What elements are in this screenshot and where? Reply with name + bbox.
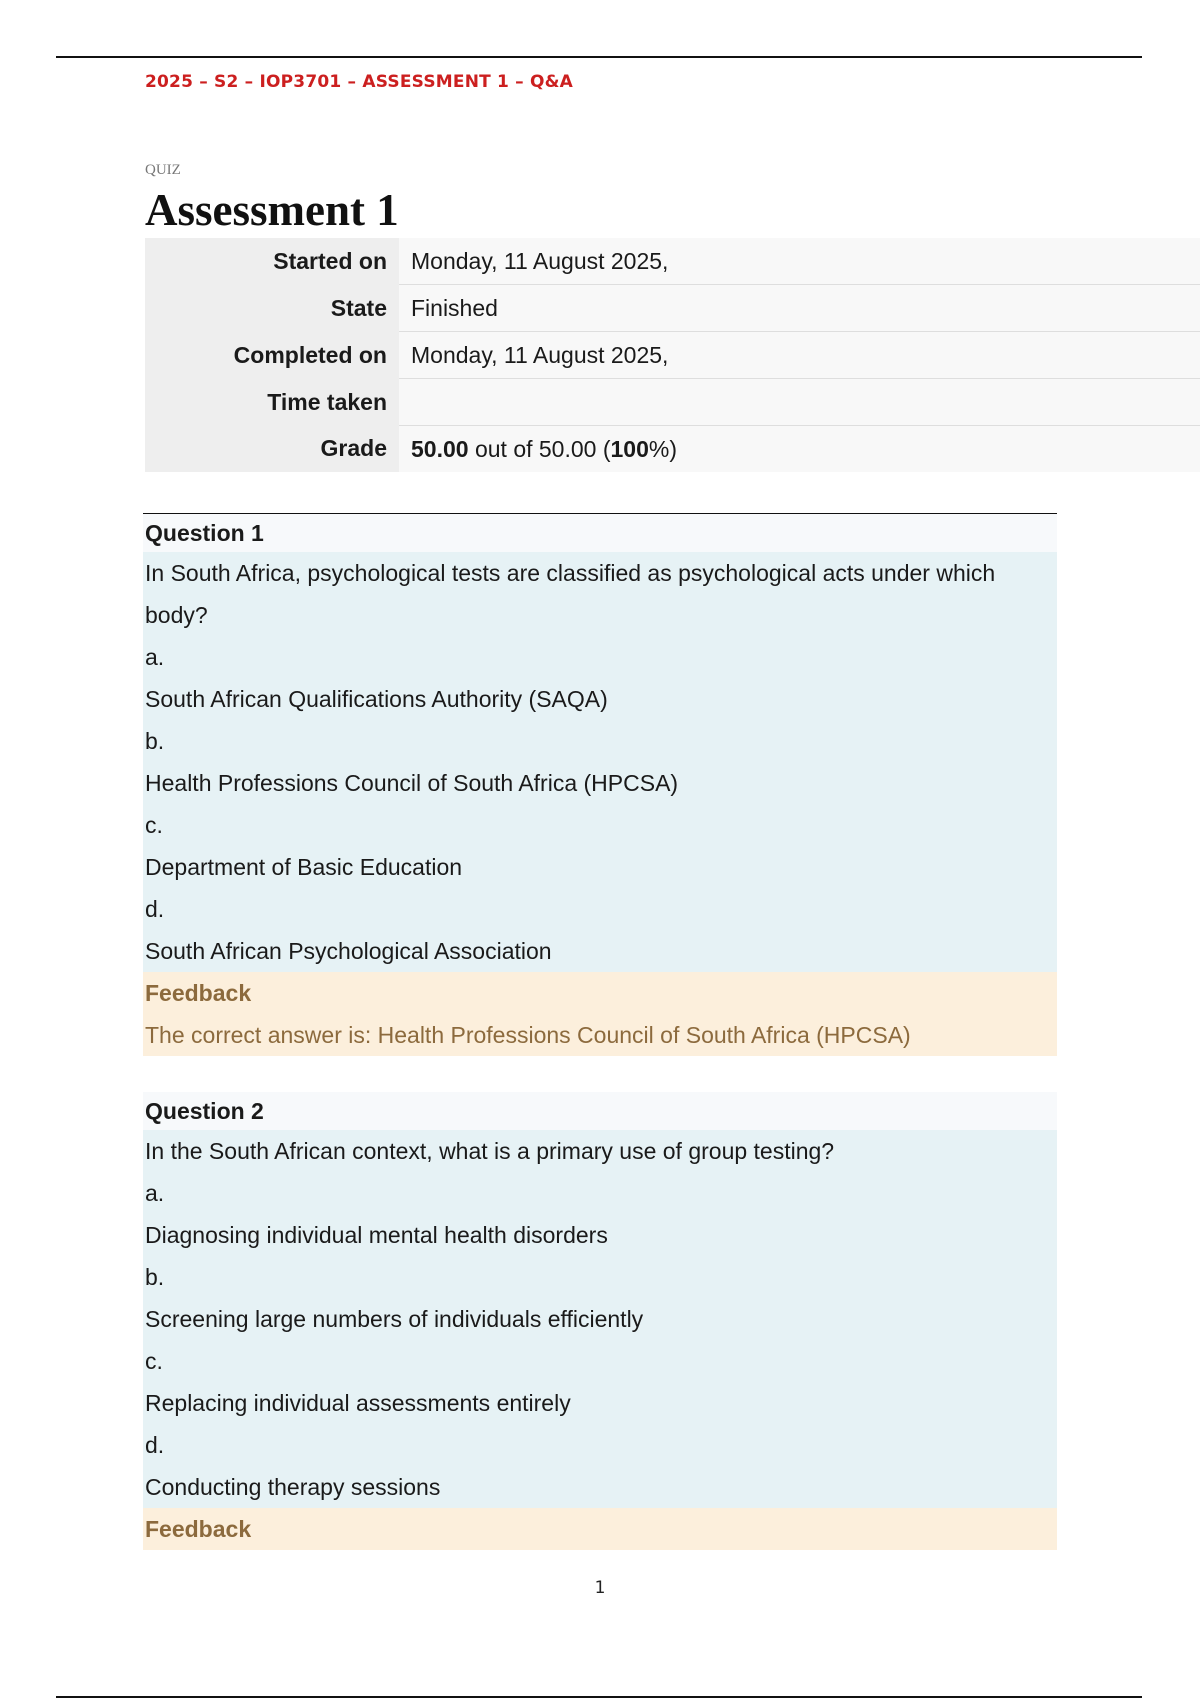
option-c-text: Department of Basic Education [145,854,463,880]
quiz-label: QUIZ [145,162,181,178]
feedback-panel [143,972,1057,1056]
grade-score: 50.00 [411,435,469,462]
question-heading: Question 1 [143,514,1057,552]
feedback-title: Feedback [145,980,252,1006]
option-b-letter: b. [145,728,165,754]
question-heading: Question 2 [143,1092,1057,1130]
question-text: In South Africa, psychological tests are classified as psychological acts under which body? [145,560,996,628]
option-d-text: South African Psychological Association [145,938,552,964]
time-taken-value [399,379,1200,426]
question-text: In the South African context, what is a primary use of group testing? [145,1138,835,1164]
option-d-text: Conducting therapy sessions [145,1474,441,1500]
grade-label: Grade [145,426,399,473]
time-taken-label: Time taken [145,379,399,426]
question-1 [143,514,1057,1056]
option-a-letter: a. [145,644,165,670]
attempt-summary-table [145,238,1200,472]
summary-row-started [145,238,1200,285]
question-body [143,1130,1057,1508]
grade-percent: 100 [610,435,649,462]
grade-percent-sign: %) [648,435,677,462]
feedback-panel [143,1508,1057,1550]
started-label: Started on [145,238,399,285]
started-value: Monday, 11 August 2025, [399,238,1200,285]
feedback-title: Feedback [145,1516,252,1542]
summary-row-grade [145,426,1200,473]
page-number: 1 [594,1578,606,1598]
option-a-text: Diagnosing individual mental health disorders [145,1222,608,1248]
grade-out-of: out of 50.00 ( [468,435,611,462]
summary-row-state [145,285,1200,332]
document-header: 2025 – S2 – IOP3701 – ASSESSMENT 1 – Q&A [145,72,574,92]
grade-value [399,426,1200,473]
option-a-letter: a. [145,1180,165,1206]
option-d-letter: d. [145,1432,165,1458]
option-d-letter: d. [145,896,165,922]
page-title: Assessment 1 [145,185,399,235]
completed-value: Monday, 11 August 2025, [399,332,1200,379]
option-b-text: Screening large numbers of individuals efficiently [145,1306,644,1332]
option-a-text: South African Qualifications Authority (SAQA) [145,686,608,712]
top-rule [56,56,1142,58]
feedback-text: The correct answer is: Health Professions Council of South Africa (HPCSA) [145,1022,911,1048]
bottom-rule [56,1696,1142,1698]
completed-label: Completed on [145,332,399,379]
question-2 [143,1092,1057,1550]
option-c-text: Replacing individual assessments entirely [145,1390,571,1416]
option-c-letter: c. [145,812,163,838]
option-c-letter: c. [145,1348,163,1374]
summary-row-time [145,379,1200,426]
option-b-letter: b. [145,1264,165,1290]
summary-row-completed [145,332,1200,379]
option-b-text: Health Professions Council of South Africa (HPCSA) [145,770,679,796]
question-body [143,552,1057,972]
state-value: Finished [399,285,1200,332]
state-label: State [145,285,399,332]
